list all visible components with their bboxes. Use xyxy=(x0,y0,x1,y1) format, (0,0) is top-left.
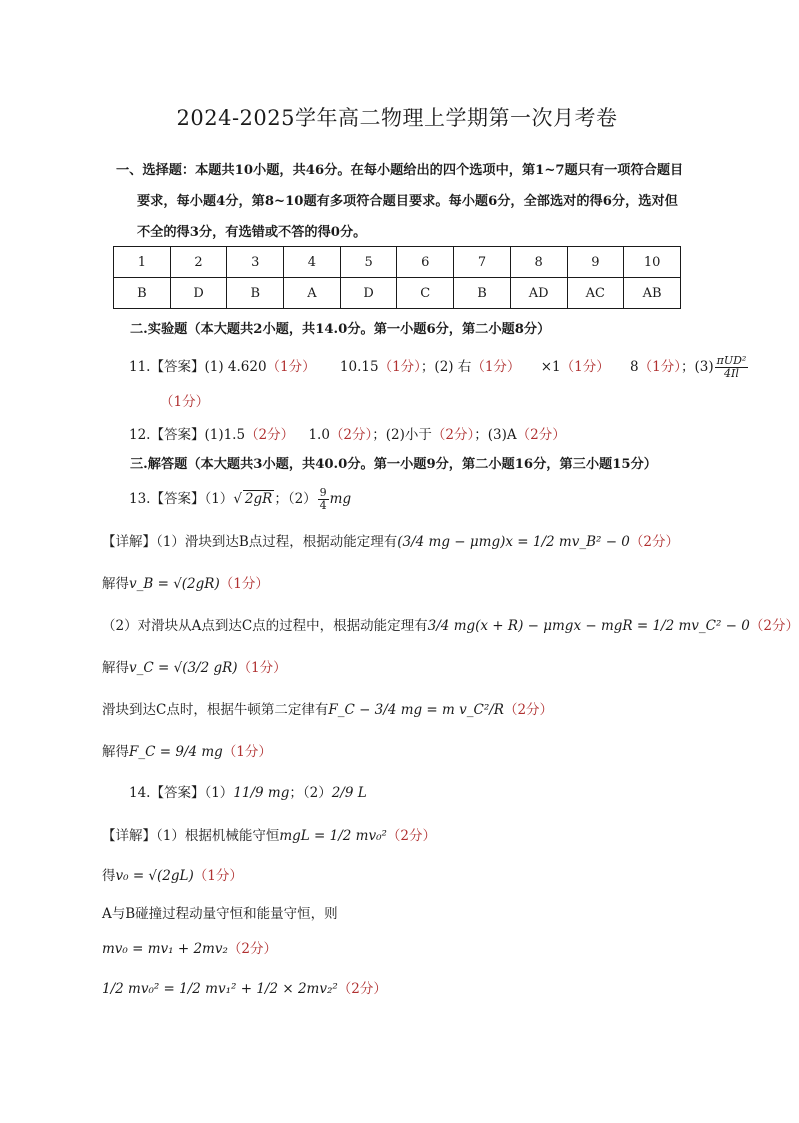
score-label: （2分） xyxy=(516,427,566,443)
table-cell: 9 xyxy=(567,247,624,278)
score-label: （1分） xyxy=(378,359,421,375)
score-label: （1分） xyxy=(160,394,210,410)
q11-part2: ；(2) 右 xyxy=(420,359,472,375)
q13-detail-5 xyxy=(102,698,553,718)
table-cell: 10 xyxy=(624,247,681,278)
score-label: （2分） xyxy=(386,828,437,844)
q11-value: 10.15 xyxy=(339,359,379,375)
q13-answer-line: 13.【答案】（1）√ 2gR ；（2） $\frac{9}{4}$ mg xyxy=(129,486,352,512)
table-cell: 8 xyxy=(510,247,567,278)
q13-answer-1: 2gR xyxy=(244,491,273,507)
q11-part3: ；(3) xyxy=(680,359,714,375)
detail-text: 得 xyxy=(102,868,116,884)
q11-lead: 11.【答案】(1) 4.620 xyxy=(129,359,267,375)
table-cell: B xyxy=(114,278,171,309)
score-label: （1分） xyxy=(266,359,316,375)
q14-answer-2: 2/9 L xyxy=(331,785,367,801)
table-cell: B xyxy=(454,278,511,309)
q14-lead: 14.【答案】（1） xyxy=(129,785,234,801)
table-cell: 7 xyxy=(454,247,511,278)
table-cell: 4 xyxy=(284,247,341,278)
detail-text: 【详解】（1）根据机械能守恒 xyxy=(102,828,280,844)
detail-text: 解得 xyxy=(102,660,129,676)
detail-text: 解得 xyxy=(102,576,129,592)
q13-detail-4 xyxy=(102,656,287,676)
score-label: （1分） xyxy=(471,359,521,375)
score-label: （1分） xyxy=(638,359,681,375)
table-cell: AB xyxy=(624,278,681,309)
q13-detail-3 xyxy=(102,614,799,634)
q13-detail-6 xyxy=(102,740,272,760)
table-row-answers xyxy=(114,278,681,309)
q11-answer-line xyxy=(129,355,749,380)
score-label: （2分） xyxy=(749,618,799,634)
q12-part3: ；(3)A xyxy=(474,427,517,443)
equation: v_B = √(2gR) xyxy=(129,576,220,592)
q12-answer-line xyxy=(129,423,566,443)
section3-heading: 三.解答题（本大题共3小题，共40.0分。第一小题9分，第二小题16分，第三小题15分） xyxy=(130,457,657,472)
table-cell: AC xyxy=(567,278,624,309)
section1-line2: 要求，每小题4分，第8~10题有多项符合题目要求。每小题6分，全部选对的得6分，选对但 xyxy=(137,194,678,209)
q14-detail-1 xyxy=(102,824,436,844)
score-label: （1分） xyxy=(560,359,610,375)
q13-lead: 13.【答案】（1） xyxy=(129,491,234,507)
answer-table xyxy=(113,246,681,309)
score-label: （2分） xyxy=(329,427,373,443)
section1-line3: 不全的得3分，有选错或不答的得0分。 xyxy=(137,225,367,240)
table-cell: D xyxy=(340,278,397,309)
table-cell: AD xyxy=(510,278,567,309)
score-label: （1分） xyxy=(193,868,243,884)
score-label: （2分） xyxy=(245,427,295,443)
q14-detail-4 xyxy=(102,937,277,957)
table-cell: 3 xyxy=(227,247,284,278)
table-row-numbers xyxy=(114,247,681,278)
formula-denominator: 4Il xyxy=(724,367,739,380)
q14-separator: ；（2） xyxy=(289,785,332,801)
equation: mv₀ = mv₁ + 2mv₂ xyxy=(102,941,228,957)
detail-text: 滑块到达C点时，根据牛顿第二定律有 xyxy=(102,702,329,718)
equation: (3/4 mg − μmg)x = 1/2 mv_B² − 0 xyxy=(397,534,630,550)
formula-numerator: 9 xyxy=(319,486,327,499)
score-label: （2分） xyxy=(431,427,475,443)
q14-detail-3: A与B碰撞过程动量守恒和能量守恒，则 xyxy=(102,906,338,922)
table-cell: 2 xyxy=(170,247,227,278)
table-cell: 1 xyxy=(114,247,171,278)
table-cell: A xyxy=(284,278,341,309)
score-label: （2分） xyxy=(337,981,387,997)
q11-value: ×1 xyxy=(540,359,561,375)
score-label: （1分） xyxy=(237,660,287,676)
page-title: 2024-2025学年高二物理上学期第一次月考卷 xyxy=(176,106,618,130)
equation: F_C = 9/4 mg xyxy=(129,744,223,760)
score-label: （2分） xyxy=(227,941,277,957)
equation: v₀ = √(2gL) xyxy=(115,868,194,884)
q14-detail-5 xyxy=(102,977,387,997)
detail-text: 【详解】（1）滑块到达B点过程，根据动能定理有 xyxy=(102,534,398,550)
table-cell: C xyxy=(397,278,454,309)
q13-answer-2 xyxy=(318,487,329,512)
equation: 1/2 mv₀² = 1/2 mv₁² + 1/2 × 2mv₂² xyxy=(102,981,338,997)
equation: F_C − 3/4 mg = m v_C²/R xyxy=(328,702,504,718)
equation: 3/4 mg(x + R) − μmgx − mgR = 1/2 mv_C² − 0 xyxy=(427,618,750,634)
q14-detail-2 xyxy=(102,864,243,884)
table-cell: D xyxy=(170,278,227,309)
formula-tail: mg xyxy=(329,491,352,507)
table-cell: 5 xyxy=(340,247,397,278)
q11-formula xyxy=(715,355,749,380)
q12-value: 1.0 xyxy=(308,427,330,443)
q14-answer-line xyxy=(129,781,367,801)
table-cell: 6 xyxy=(397,247,454,278)
table-cell: B xyxy=(227,278,284,309)
score-label: （1分） xyxy=(222,744,272,760)
section1-line1: 一、选择题：本题共10小题，共46分。在每小题给出的四个选项中，第1~7题只有一项符合题目 xyxy=(116,163,684,178)
equation: mgL = 1/2 mv₀² xyxy=(279,828,387,844)
formula-denominator: 4 xyxy=(319,499,327,512)
formula-numerator: πUD² xyxy=(716,354,747,367)
q13-detail-1 xyxy=(102,530,679,550)
q13-detail-2 xyxy=(102,572,269,592)
equation: v_C = √(3/2 gR) xyxy=(129,660,238,676)
q13-separator: ；（2） xyxy=(274,491,317,507)
q14-answer-1: 11/9 mg xyxy=(233,785,290,801)
section2-heading: 二.实验题（本大题共2小题，共14.0分。第一小题6分，第二小题8分） xyxy=(130,322,551,337)
detail-text: 解得 xyxy=(102,744,129,760)
q12-lead: 12.【答案】(1)1.5 xyxy=(129,427,246,443)
score-label: （2分） xyxy=(629,534,679,550)
q12-part2: ；(2)小于 xyxy=(372,427,432,443)
score-label: （2分） xyxy=(503,702,554,718)
score-label: （1分） xyxy=(219,576,269,592)
detail-text: （2）对滑块从A点到达C点的过程中，根据动能定理有 xyxy=(102,618,428,634)
q11-value: 8 xyxy=(630,359,639,375)
